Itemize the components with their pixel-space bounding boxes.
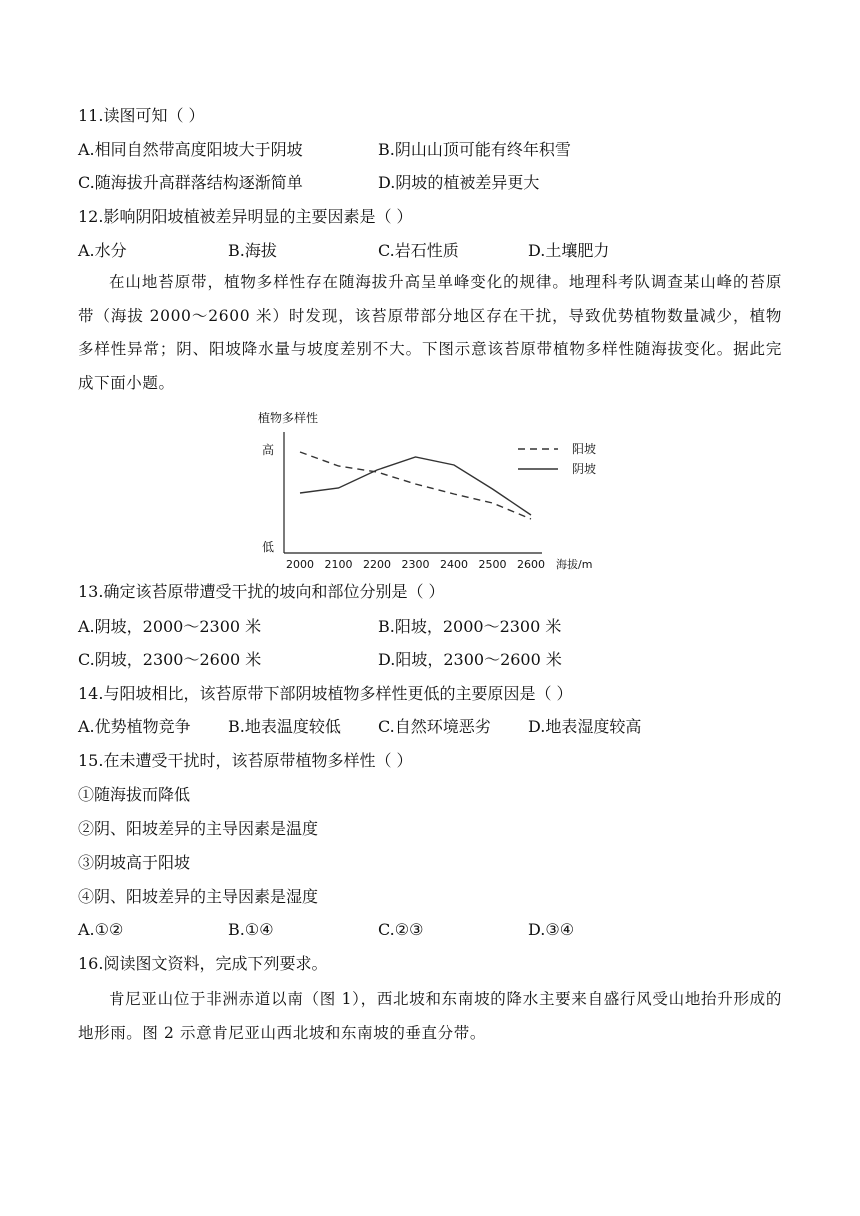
q13-option-c: C.阴坡，2300～2600 米	[78, 650, 262, 669]
q13-option-b: B.阳坡，2000～2300 米	[378, 617, 562, 636]
chart-x-tick-2300: 2300	[401, 558, 430, 571]
q12-option-c: C.岩石性质	[378, 241, 459, 260]
q11-option-c: C.随海拔升高群落结构逐渐简单	[78, 173, 303, 192]
q14-option-a: A.优势植物竞争	[78, 717, 191, 736]
passage-tundra: 在山地苔原带，植物多样性存在随海拔升高呈单峰变化的规律。地理科考队调查某山峰的苔原带（海拔 2000～2600 米）时发现，该苔原带部分地区存在干扰，导致优势植物数量减少，植物多样性异常；阴、阳坡降水量与坡度差别不大。下图示意该苔原带植物多样性随海拔变化。据此完成下面小题。	[78, 273, 782, 392]
chart-x-tick-2500: 2500	[478, 558, 507, 571]
q13-option-d: D.阳坡，2300～2600 米	[378, 650, 562, 669]
q15-option-d: D.③④	[528, 920, 575, 939]
q14-option-b: B.地表温度较低	[228, 717, 341, 736]
chart-series-line-1	[300, 452, 531, 519]
chart-x-tick-2200: 2200	[363, 558, 391, 571]
chart-legend-label-2: 阴坡	[572, 462, 597, 476]
chart-x-tick-2000: 2000	[286, 558, 314, 571]
q13-stem: 13.确定该苔原带遭受干扰的坡向和部位分别是（ ）	[78, 582, 445, 601]
q11-option-d: D.阴坡的植被差异更大	[378, 173, 540, 192]
q14-option-d: D.地表湿度较高	[528, 717, 642, 736]
q11-option-a: A.相同自然带高度阳坡大于阴坡	[78, 140, 303, 159]
q15-item-2: ②阴、阳坡差异的主导因素是温度	[78, 819, 319, 838]
q12-option-d: D.土壤肥力	[528, 241, 610, 260]
q12-stem: 12.影响阴阳坡植被差异明显的主要因素是（ ）	[78, 207, 413, 226]
chart-y-label: 植物多样性	[258, 411, 319, 425]
chart-legend-label-1: 阳坡	[572, 442, 597, 456]
q13-option-a: A.阴坡，2000～2300 米	[78, 617, 262, 636]
q15-item-1: ①随海拔而降低	[78, 785, 191, 804]
chart-series-line-2	[300, 457, 531, 515]
q15-stem: 15.在未遭受干扰时，该苔原带植物多样性（ ）	[78, 751, 413, 770]
chart-y-tick-low: 低	[262, 540, 275, 554]
q15-item-3: ③阴坡高于阳坡	[78, 853, 191, 872]
chart-x-tick-2600: 2600	[517, 558, 545, 571]
q15-option-c: C.②③	[378, 920, 424, 939]
q14-option-c: C.自然环境恶劣	[378, 717, 491, 736]
q15-item-4: ④阴、阳坡差异的主导因素是湿度	[78, 887, 319, 906]
chart-x-label: 海拔/m	[556, 558, 593, 571]
q15-option-a: A.①②	[78, 920, 124, 939]
chart-x-tick-2400: 2400	[440, 558, 468, 571]
chart-x-tick-2100: 2100	[324, 558, 353, 571]
q16-stem: 16.阅读图文资料，完成下列要求。	[78, 954, 328, 973]
q12-option-b: B.海拔	[228, 241, 277, 260]
q11-stem: 11.读图可知（ ）	[78, 106, 205, 125]
biodiversity-line-chart	[250, 402, 620, 572]
passage-kenya: 肯尼亚山位于非洲赤道以南（图 1），西北坡和东南坡的降水主要来自盛行风受山地抬升形成的地形雨。图 2 示意肯尼亚山西北坡和东南坡的垂直分带。	[78, 990, 782, 1042]
q15-option-b: B.①④	[228, 920, 274, 939]
q14-stem: 14.与阳坡相比，该苔原带下部阴坡植物多样性更低的主要原因是（ ）	[78, 684, 573, 703]
q12-option-a: A.水分	[78, 241, 127, 260]
q11-option-b: B.阴山山顶可能有终年积雪	[378, 140, 571, 159]
chart-y-tick-high: 高	[262, 443, 275, 457]
